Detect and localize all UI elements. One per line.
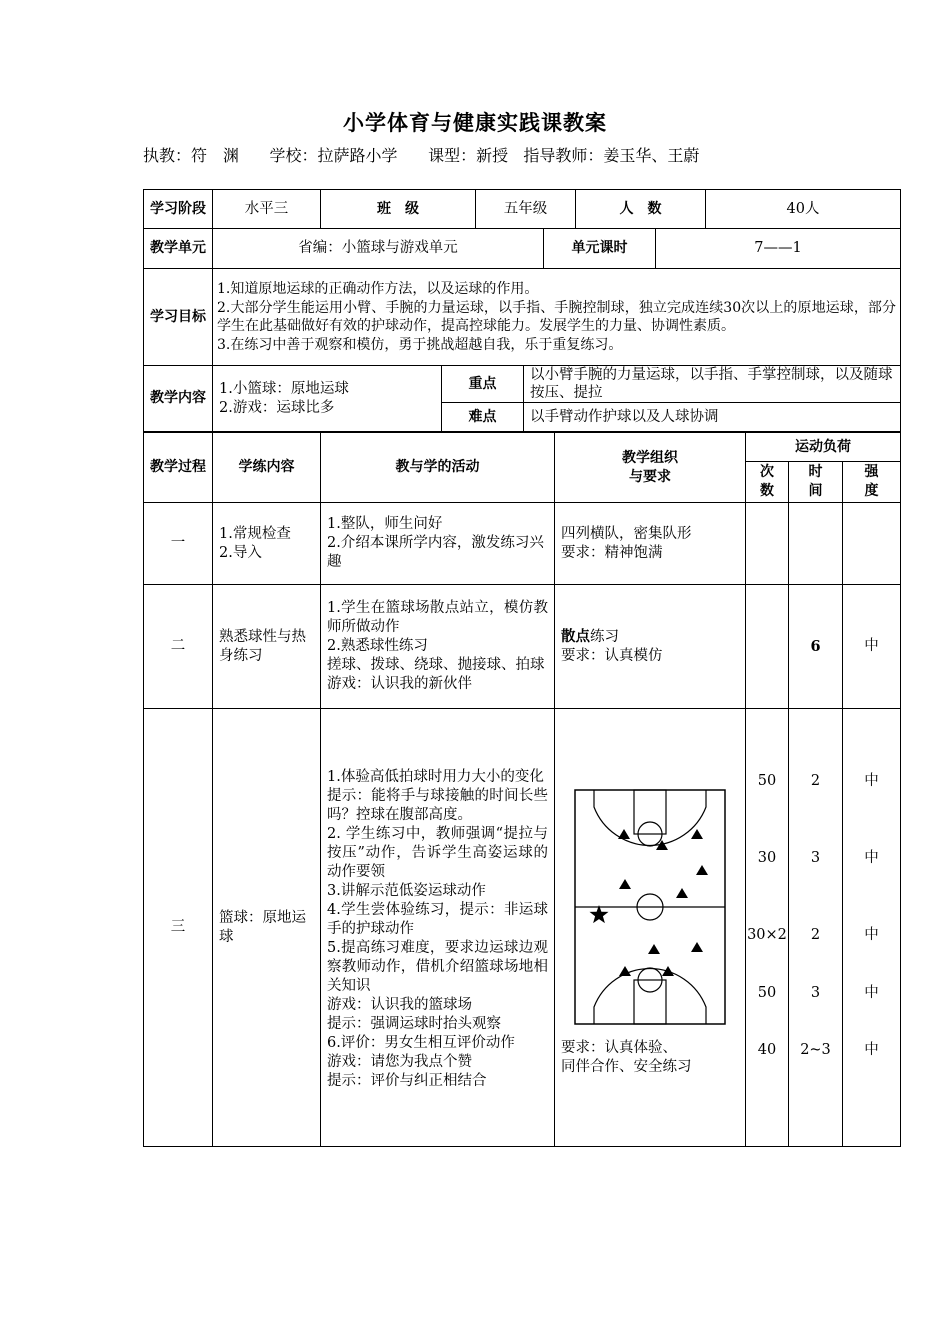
top-three-point-arc	[594, 790, 706, 845]
teacher-star-marker	[590, 905, 609, 923]
load-time: 2	[810, 773, 821, 789]
student-marker	[618, 829, 630, 839]
row-activity-line: 1.体验高低拍球时用力大小的变化	[327, 769, 544, 785]
unit-period-value: 7——1	[656, 229, 901, 269]
load-times: 50	[757, 773, 777, 789]
row-content-line: 1.常规检查	[219, 525, 291, 542]
key-label: 重点	[442, 366, 524, 403]
lesson-header	[143, 143, 823, 169]
row-activity-line: 5.提高练习难度，要求边运球边观察教师动作，借机介绍篮球场地相关知识	[327, 940, 548, 994]
row-org-line: 要求：精神饱满	[561, 544, 663, 561]
row-org-line: 同伴合作、安全练习	[561, 1059, 692, 1075]
process-content-header: 学练内容	[213, 433, 321, 503]
student-marker	[648, 944, 660, 954]
page-title: 小学体育与健康实践课教案	[343, 110, 607, 135]
row-stage: 三	[144, 709, 213, 1147]
row-activity-line: 搓球、拨球、绕球、抛接球、拍球	[327, 657, 545, 673]
top-key	[634, 790, 666, 834]
time-header: 时间	[789, 462, 843, 503]
row-stage: 一	[144, 503, 213, 585]
process-activity-header: 教与学的活动	[321, 433, 555, 503]
row-stage: 二	[144, 585, 213, 709]
process-org-header: 教学组织 与要求	[555, 433, 746, 503]
row-activity-line: 提示：评价与纠正相结合	[327, 1073, 487, 1089]
row-org-line: 要求：认真体验、	[561, 1040, 677, 1056]
row-content-line: 篮球：原地运球	[213, 709, 321, 1147]
course-type: 课型：新授	[428, 146, 509, 165]
load-intensity: 中	[864, 927, 879, 943]
goal-item: 1.知道原地运球的正确动作方法，以及运球的作用。	[217, 281, 539, 297]
class-value: 五年级	[476, 190, 576, 229]
row-activity-line: 2.介绍本课所学内容，激发练习兴趣	[327, 535, 544, 570]
load-times: 50	[757, 985, 777, 1001]
load-time: 2~3	[800, 1042, 831, 1058]
row-activity-line: 提示：强调运球时抬头观察	[327, 1016, 501, 1032]
row-intensity: 中	[843, 585, 901, 709]
unit-period-label: 单元课时	[544, 229, 656, 269]
student-marker	[696, 865, 708, 875]
row-activity-line: 6.评价：男女生相互评价动作	[327, 1035, 515, 1051]
content-line: 2.游戏：运球比多	[219, 399, 335, 416]
row-time: 6	[789, 585, 843, 709]
org-rest: 练习	[590, 629, 619, 645]
load-time: 3	[810, 850, 821, 866]
row-times	[746, 585, 789, 709]
org-bold: 散点	[561, 628, 590, 645]
row-activity-line: 3.讲解示范低姿运球动作	[327, 883, 486, 899]
row-activity-line: 提示：能将手与球接触的时间长些吗？控球在腹部高度。	[327, 788, 548, 823]
mentor: 指导教师：姜玉华、王蔚	[523, 146, 700, 165]
load-time: 3	[810, 985, 821, 1001]
row-activity-line: 4.学生尝体验练习，提示：非运球手的护球动作	[327, 902, 548, 937]
stage-label: 学习阶段	[144, 190, 213, 229]
row-activity-line: 1.整队，师生问好	[327, 516, 443, 532]
school: 学校：拉萨路小学	[269, 146, 398, 165]
process-row	[144, 585, 901, 709]
row-activity-line: 游戏：认识我的篮球场	[327, 997, 472, 1013]
goal-item: 3.在练习中善于观察和模仿，勇于挑战超越自我，乐于重复练习。	[217, 336, 623, 353]
goal-item: 2.大部分学生能运用小臂、手腕的力量运球，以手指、手腕控制球，独立完成连续30次以上的原地运球，部分学生在此基础做好有效的护球动作，提高控球能力。发展学生的力量、协调性素质。	[217, 299, 896, 334]
student-marker	[691, 942, 703, 952]
row-activity-line: 游戏：请您为我点个赞	[327, 1054, 472, 1070]
stage-value: 水平三	[213, 190, 321, 229]
row-org-line: 四列横队，密集队形	[561, 525, 692, 542]
difficulty-value: 以手臂动作护球以及人球协调	[524, 403, 901, 432]
bottom-three-point-arc	[594, 969, 706, 1024]
load-intensity: 中	[864, 850, 879, 866]
bottom-key	[634, 980, 666, 1024]
basketball-court-diagram	[574, 789, 726, 1025]
student-marker	[619, 966, 631, 976]
process-stage-header: 教学过程	[144, 433, 213, 503]
load-times: 40	[757, 1042, 777, 1058]
row-content-line: 2.导入	[219, 544, 262, 561]
row-times	[746, 503, 789, 585]
process-table	[143, 432, 901, 1147]
load-intensity: 中	[864, 773, 879, 789]
teacher: 执教：符 渊	[143, 146, 240, 165]
key-value: 以小臂手腕的力量运球，以手指、手掌控制球，以及随球按压、提拉	[524, 366, 901, 403]
class-label: 班 级	[321, 190, 476, 229]
load-intensity: 中	[864, 1042, 879, 1058]
content-label: 教学内容	[144, 366, 213, 432]
load-times: 30	[757, 850, 777, 866]
info-table	[143, 189, 901, 229]
count-value: 40人	[706, 190, 901, 229]
row-time	[789, 503, 843, 585]
load-header: 运动负荷	[746, 433, 901, 462]
content-table	[143, 365, 901, 432]
difficulty-label: 难点	[442, 403, 524, 432]
row-activity-line: 2.熟悉球性练习	[327, 638, 428, 654]
row-activity-line: 游戏：认识我的新伙伴	[327, 676, 472, 692]
times-header: 次数	[746, 462, 789, 503]
unit-value: 省编：小篮球与游戏单元	[213, 229, 544, 269]
intensity-header: 强度	[843, 462, 901, 503]
row-activity-line: 2. 学生练习中，教师强调“提拉与按压”动作，告诉学生高姿运球的动作要领	[327, 826, 548, 880]
goals-table	[143, 268, 901, 366]
row-content-line: 熟悉球性与热身练习	[213, 585, 321, 709]
student-marker	[691, 829, 703, 839]
student-marker	[619, 879, 631, 889]
goals-label: 学习目标	[144, 269, 213, 366]
student-marker	[662, 966, 674, 976]
count-label: 人 数	[576, 190, 706, 229]
row-intensity	[843, 503, 901, 585]
load-times: 30×2	[747, 927, 787, 943]
unit-table	[143, 228, 901, 269]
process-row	[144, 709, 901, 1147]
row-org-line: 要求：认真模仿	[561, 648, 663, 664]
content-line: 1.小篮球：原地运球	[219, 380, 349, 397]
process-row	[144, 503, 901, 585]
load-intensity: 中	[864, 985, 879, 1001]
row-activity-line: 1.学生在篮球场散点站立，模仿教师所做动作	[327, 600, 548, 635]
unit-label: 教学单元	[144, 229, 213, 269]
student-marker	[676, 888, 688, 898]
load-time: 2	[810, 927, 821, 943]
